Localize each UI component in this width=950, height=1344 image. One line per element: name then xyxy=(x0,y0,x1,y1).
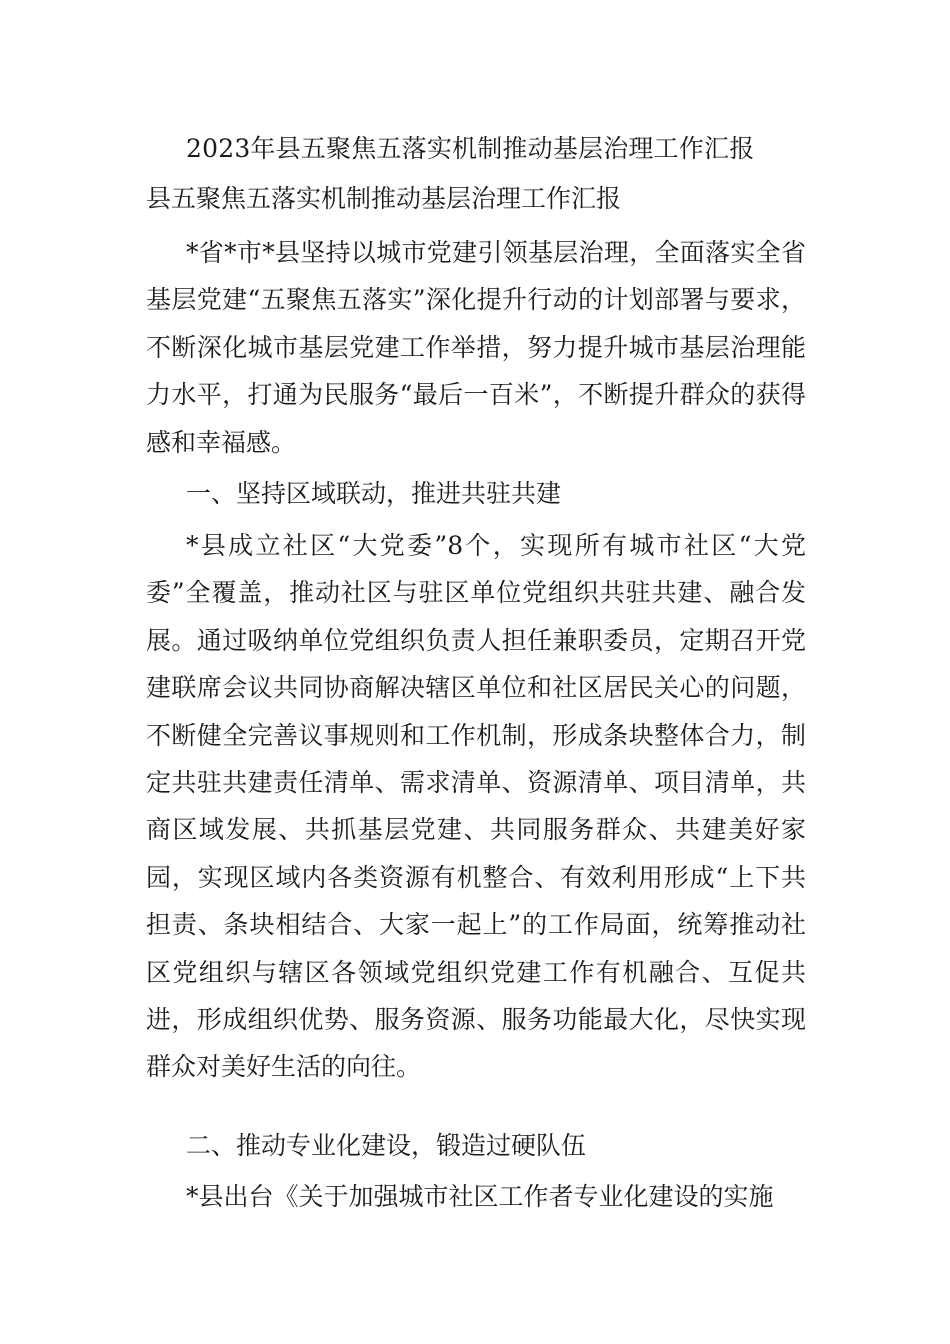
section-heading-2: 二、推动专业化建设，锻造过硬队伍 xyxy=(186,1131,587,1160)
section-heading-1: 一、坚持区域联动，推进共驻共建 xyxy=(186,479,562,508)
document-title: 2023年县五聚焦五落实机制推动基层治理工作汇报 xyxy=(186,134,755,163)
section-1-paragraph: *县成立社区“大党委”8个，实现所有城市社区“大党委”全覆盖，推动社区与驻区单位党组织共驻共建、融合发展。通过吸纳单位党组织负责人担任兼职委员，定期召开党建联席会议共同协商解决辖区单位和社区居民关心的问题，不断健全完善议事规则和工作机制，形成条块整体合力，制定共驻共建责任清单、需求清单、资源清单、项目清单，共商区域发展、共抓基层党建、共同服务群众、共建美好家园，实现区域内各类资源有机整合、有效利用形成“上下共担责、条块相结合、大家一起上”的工作局面，统筹推动社区党组织与辖区各领域党组织党建工作有机融合、互促共进，形成组织优势、服务资源、服务功能最大化，尽快实现群众对美好生活的向往。 xyxy=(146,531,806,1082)
document-subtitle: 县五聚焦五落实机制推动基层治理工作汇报 xyxy=(146,184,622,213)
intro-paragraph: *省*市*县坚持以城市党建引领基层治理，全面落实全省基层党建“五聚焦五落实”深化提升行动的计划部署与要求，不断深化城市基层党建工作举措，努力提升城市基层治理能力水平，打通为民服务“最后一百米”，不断提升群众的获得感和幸福感。 xyxy=(146,238,806,457)
section-2-paragraph: *县出台《关于加强城市社区工作者专业化建设的实施 xyxy=(186,1182,774,1211)
